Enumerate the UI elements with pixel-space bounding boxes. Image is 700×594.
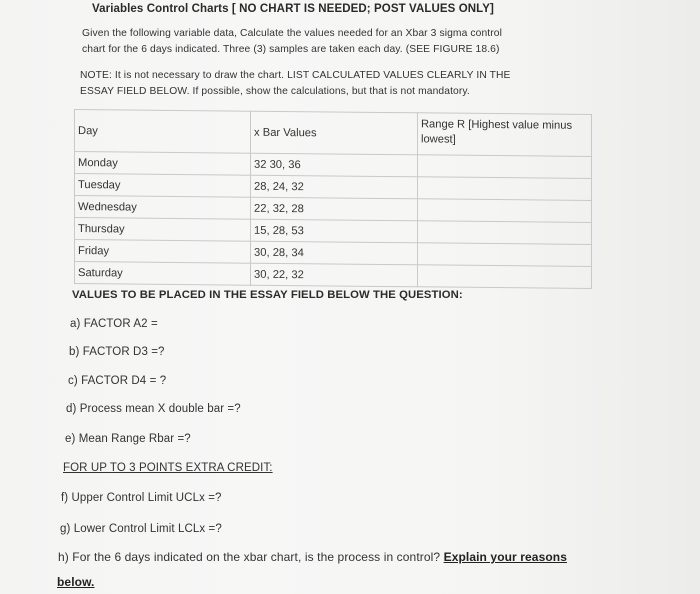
question-b: b) FACTOR D3 =? <box>69 346 165 358</box>
extra-credit-heading: FOR UP TO 3 POINTS EXTRA CREDIT: <box>63 462 273 474</box>
day-cell: Tuesday <box>75 174 251 198</box>
range-cell <box>417 243 591 267</box>
range-cell <box>417 265 591 289</box>
question-e: e) Mean Range Rbar =? <box>65 433 191 445</box>
range-cell <box>417 199 591 223</box>
explain-reasons-text: Explain your reasons <box>443 550 567 564</box>
header-day: Day <box>75 110 251 154</box>
note-line-2: ESSAY FIELD BELOW. If possible, show the calculations, but that is not mandatory. <box>80 86 470 97</box>
values-cell: 30, 22, 32 <box>251 263 418 287</box>
question-a: a) FACTOR A2 = <box>70 318 158 330</box>
variable-data-table <box>74 109 592 289</box>
day-cell: Monday <box>75 152 251 176</box>
question-g: g) Lower Control Limit LCLx =? <box>60 523 222 535</box>
values-heading: VALUES TO BE PLACED IN THE ESSAY FIELD BELOW THE QUESTION: <box>72 289 463 301</box>
question-f: f) Upper Control Limit UCLx =? <box>61 492 222 504</box>
day-cell: Thursday <box>75 218 251 242</box>
question-d: d) Process mean X double bar =? <box>66 403 241 415</box>
note-paragraph <box>80 68 570 100</box>
page-title: Variables Control Charts [ NO CHART IS NEEDED; POST VALUES ONLY] <box>92 3 494 15</box>
note-line-1: NOTE: It is not necessary to draw the chart. LIST CALCULATED VALUES CLEARLY IN THE <box>80 70 511 81</box>
values-cell: 30, 28, 34 <box>251 241 418 265</box>
question-h <box>58 550 567 564</box>
day-cell: Friday <box>75 240 251 264</box>
day-cell: Saturday <box>75 262 251 286</box>
range-cell <box>417 177 591 201</box>
question-h-text: h) For the 6 days indicated on the xbar chart, is the process in control? <box>58 550 444 564</box>
values-cell: 15, 28, 53 <box>251 219 418 243</box>
header-xbar-values: x Bar Values <box>251 111 418 155</box>
intro-line-2: chart for the 6 days indicated. Three (3) samples are taken each day. (SEE FIGURE 18.6) <box>82 44 500 55</box>
intro-paragraph <box>82 26 562 58</box>
values-cell: 28, 24, 32 <box>251 175 418 199</box>
question-c: c) FACTOR D4 = ? <box>68 375 167 387</box>
table-header-row <box>75 110 592 157</box>
range-cell <box>417 155 591 179</box>
values-cell: 32 30, 36 <box>251 153 418 177</box>
question-h-continuation: below. <box>57 575 95 589</box>
range-cell <box>417 221 591 245</box>
day-cell: Wednesday <box>75 196 251 220</box>
table-row <box>75 262 592 289</box>
intro-line-1: Given the following variable data, Calculate the values needed for an Xbar 3 sigma control <box>82 28 502 39</box>
values-cell: 22, 32, 28 <box>251 197 418 221</box>
header-range: Range R [Highest value minus lowest] <box>417 113 591 157</box>
